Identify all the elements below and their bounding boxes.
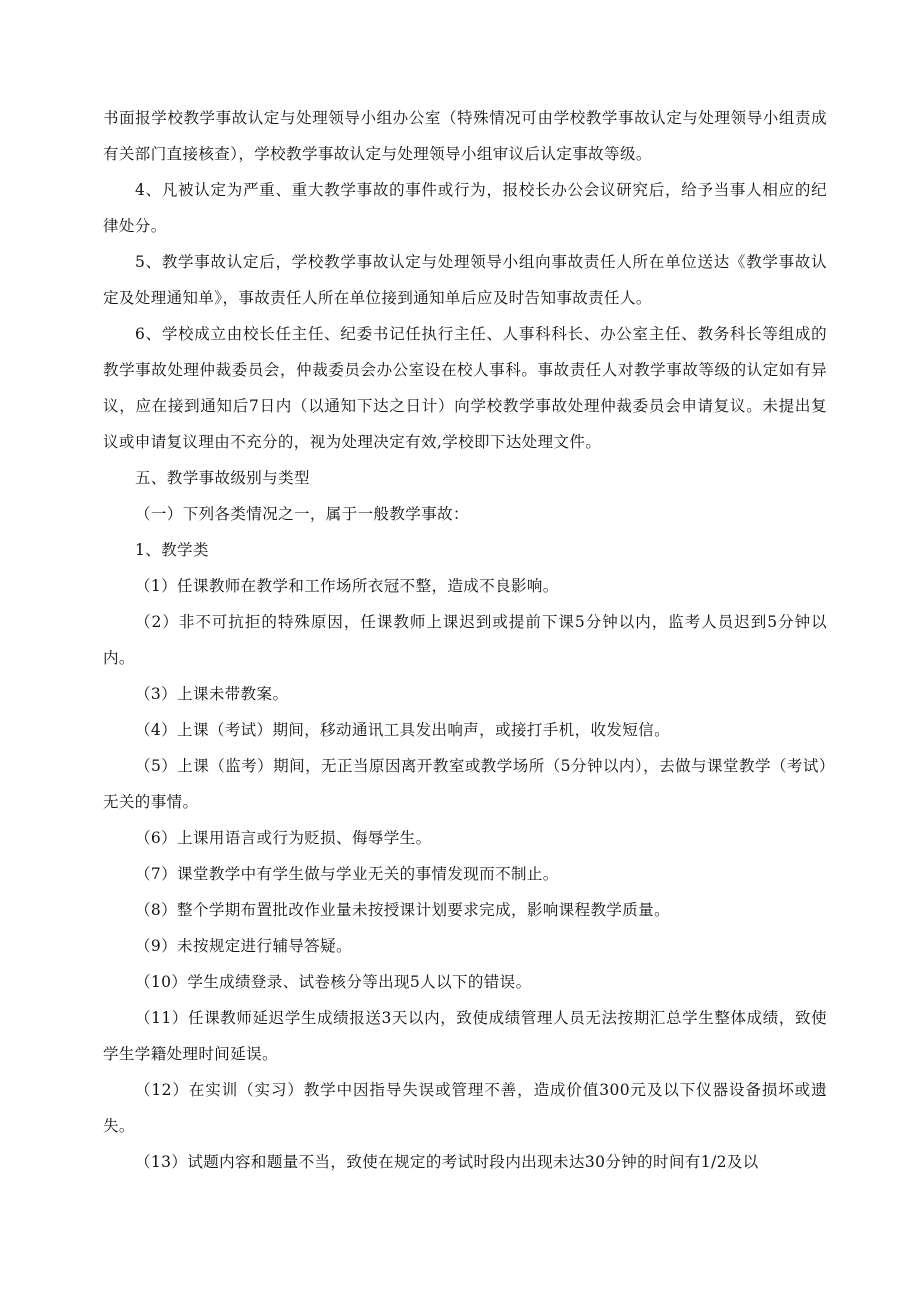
list-item: （6）上课用语言或行为贬损、侮辱学生。	[135, 829, 432, 847]
list-item: （5）上课（监考）期间，无正当原因离开教室或教学场所（5分钟以内），去做与课堂教学（考试）无关的事情。	[103, 757, 827, 811]
list-item: （4）上课（考试）期间，移动通讯工具发出响声，或接打手机，收发短信。	[135, 721, 670, 739]
list-item: （7）课堂教学中有学生做与学业无关的事情发现而不制止。	[135, 865, 559, 883]
paragraph: 6、学校成立由校长任主任、纪委书记任执行主任、人事科科长、办公室主任、教务科长等组成的教学事故处理仲裁委员会，仲裁委员会办公室设在校人事科。事故责任人对教学事故等级的认定如有异议，应在接到通知后7日内（以通知下达之日计）向学校教学事故处理仲裁委员会申请复议。未提出复议或申请复议理由不充分的，视为处理决定有效,学校即下达处理文件。	[103, 325, 827, 451]
paragraph: 5、教学事故认定后，学校教学事故认定与处理领导小组向事故责任人所在单位送达《教学事故认定及处理通知单》，事故责任人所在单位接到通知单后应及时告知事故责任人。	[103, 253, 827, 307]
list-item: （3）上课未带教案。	[135, 685, 289, 703]
subsection-heading: （一）下列各类情况之一，属于一般教学事故：	[135, 505, 469, 523]
list-item: （13）试题内容和题量不当，致使在规定的考试时段内出现未达30分钟的时间有1/2及以	[135, 1153, 759, 1171]
list-item: （12）在实训（实习）教学中因指导失误或管理不善，造成价值300元及以下仪器设备损坏或遗失。	[103, 1081, 827, 1135]
list-item: （2）非不可抗拒的特殊原因，任课教师上课迟到或提前下课5分钟以内，监考人员迟到5分钟以内。	[103, 613, 827, 667]
list-item: （1）任课教师在教学和工作场所衣冠不整，造成不良影响。	[135, 577, 559, 595]
paragraph: 4、凡被认定为严重、重大教学事故的事件或行为，报校长办公会议研究后，给予当事人相应的纪律处分。	[103, 181, 827, 235]
list-item: （10）学生成绩登录、试卷核分等出现5人以下的错误。	[135, 973, 532, 991]
section-heading: 五、教学事故级别与类型	[135, 469, 310, 487]
paragraph: 书面报学校教学事故认定与处理领导小组办公室（特殊情况可由学校教学事故认定与处理领导小组责成有关部门直接核查），学校教学事故认定与处理领导小组审议后认定事故等级。	[103, 109, 827, 163]
category-heading: 1、教学类	[135, 541, 209, 559]
list-item: （9）未按规定进行辅导答疑。	[135, 937, 352, 955]
list-item: （11）任课教师延迟学生成绩报送3天以内，致使成绩管理人员无法按期汇总学生整体成绩，致使学生学籍处理时间延误。	[103, 1009, 827, 1063]
document-body	[103, 100, 827, 1180]
list-item: （8）整个学期布置批改作业量未按授课计划要求完成，影响课程教学质量。	[135, 901, 670, 919]
